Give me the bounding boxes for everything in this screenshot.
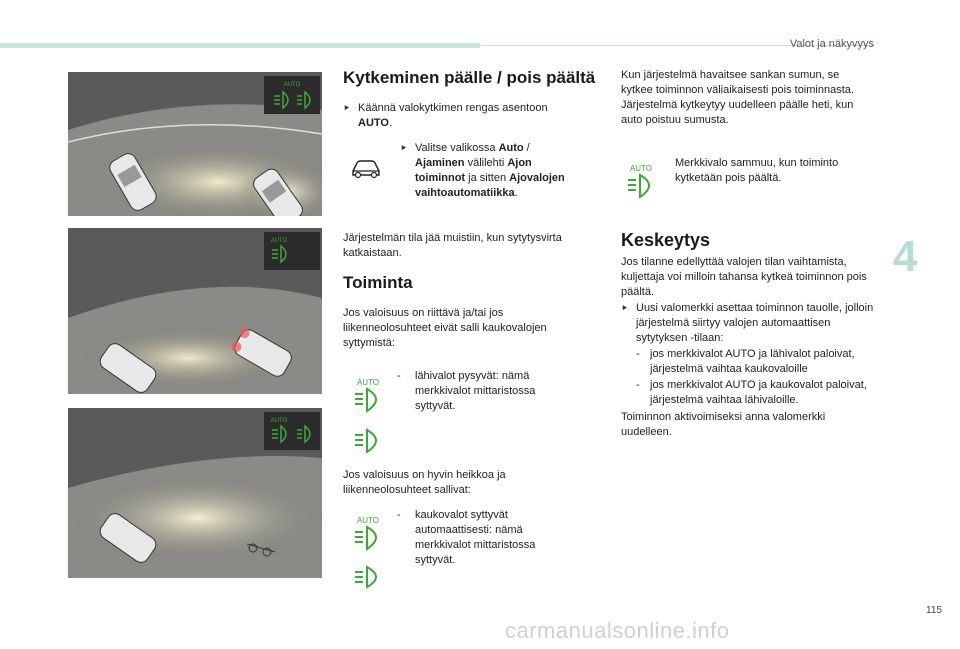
low-beam-icon <box>353 427 387 458</box>
illustration-oncoming-car <box>68 72 322 216</box>
auto-low-beam-icon <box>353 377 387 418</box>
indicator-off-text: Merkkivalo sammuu, kun toiminto kytketään pois päältä. <box>675 157 839 184</box>
low-beam-intro: Jos valoisuus on riittävä ja/tai jos liikenneolosuhteet eivät salli kaukovalojen syttymistä: <box>343 307 547 349</box>
page-number: 115 <box>926 605 942 616</box>
auto-indicator-icon <box>626 163 660 204</box>
section-title: Valot ja näkyvyys <box>789 38 874 50</box>
sub-item-1: - jos merkkivalot AUTO ja lähivalot paloivat, järjestelmä vaihtaa kaukovaloille <box>636 348 855 375</box>
bullet-menu-path: ⯈ Valitse valikossa Auto / Ajaminen välilehti Ajon toiminnot ja sitten Ajovalojen vaihtoautomatiikka. <box>400 142 565 199</box>
arrow-bullet-icon: ⯈ <box>400 143 408 153</box>
interruption-intro: Jos tilanne edellyttää valojen tilan vaihtamista, kuljettaja voi milloin tahansa kytkeä toiminnon pois päältä. <box>621 256 867 298</box>
flash-bullet: ⯈ Uusi valomerkki asettaa toiminnon tauolle, jolloin järjestelmä siirtyy valojen automaattisen sytytyksen -tilaan: <box>621 302 874 344</box>
auto-badge: AUTO <box>283 82 301 88</box>
auto-badge: AUTO <box>270 418 288 424</box>
title-interruption: Keskeytys <box>621 230 711 250</box>
arrow-bullet-icon: ⯈ <box>621 303 629 313</box>
svg-text:AUTO: AUTO <box>356 378 380 387</box>
low-beam-item: - lähivalot pysyvät: nämä merkkivalot mittaristossa syttyvät. <box>397 370 536 412</box>
title-on-off: Kytkeminen päälle / pois päältä <box>343 68 596 87</box>
arrow-bullet-icon: ⯈ <box>343 103 351 113</box>
svg-text:AUTO: AUTO <box>356 516 380 525</box>
sub-item-2: - jos merkkivalot AUTO ja kaukovalot paloivat, järjestelmä vaihtaa lähivaloille. <box>636 379 867 406</box>
reactivate-text: Toiminnon aktivoimiseksi anna valomerkki uudelleen. <box>621 411 826 438</box>
svg-text:AUTO: AUTO <box>629 164 653 173</box>
watermark: carmanualsonline.info <box>505 618 730 643</box>
memory-text: Järjestelmän tila jää muistiin, kun sytytysvirta katkaistaan. <box>343 232 562 259</box>
illustration-followed-car <box>68 228 322 394</box>
header-accent-bar <box>0 43 480 48</box>
high-beam-icon <box>353 565 387 594</box>
car-settings-icon <box>349 157 383 184</box>
bullet-ring-auto: ⯈ Käännä valokytkimen rengas asentoon AUTO. <box>343 102 548 129</box>
high-beam-item: - kaukovalot syttyvät automaattisesti: nämä merkkivalot mittaristossa syttyvät. <box>397 509 536 566</box>
illustration-high-beam <box>68 408 322 578</box>
auto-badge: AUTO <box>270 238 288 244</box>
fog-text: Kun järjestelmä havaitsee sankan sumun, se kytkee toiminnon väliaikaisesti pois toiminnasta. Järjestelmä kytkeytyy uudelleen päälle heti, kun auto poistuu sumusta. <box>621 69 854 126</box>
auto-high-beam-icon <box>353 515 387 556</box>
high-beam-intro: Jos valoisuus on hyvin heikkoa ja liikenneolosuhteet sallivat: <box>343 469 506 496</box>
title-operation: Toiminta <box>343 273 413 292</box>
chapter-number: 4 <box>893 232 918 281</box>
